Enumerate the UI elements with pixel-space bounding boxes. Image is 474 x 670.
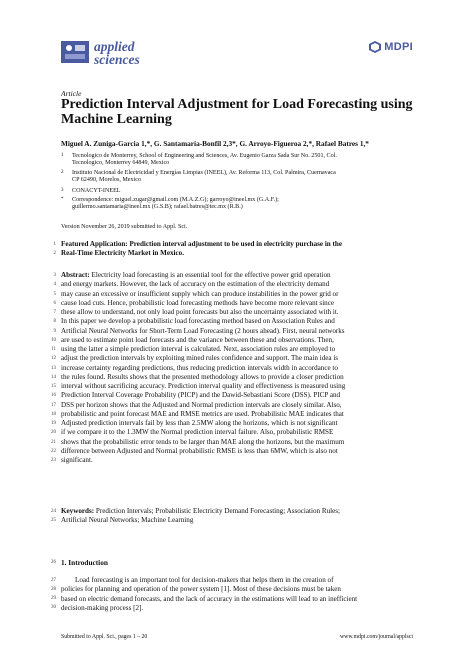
page-footer xyxy=(61,634,413,640)
line-number: 30 xyxy=(51,605,56,610)
line-number: 9 xyxy=(53,328,56,334)
affiliation-line: CP 62490, Morelos, Mexico xyxy=(72,177,142,184)
line-number: 21 xyxy=(51,439,56,445)
abstract-line: the rules found. Results shows that the presented methodology allows to provide a closer prediction xyxy=(61,372,344,381)
line-number: 20 xyxy=(51,430,56,436)
abstract-line: probabilistic and point forecast MAE and RMSE metrics are used. Probabilistic MAE indicates that xyxy=(61,409,344,418)
line-number: 16 xyxy=(51,393,56,399)
intro-line: Load forecasting is an important tool for decision-makers that helps them in the creation of xyxy=(75,576,334,584)
affiliation-line: Tecnologico de Monterrey, School of Engineering and Sciences, Av. Eugenio Garza Sada Sur No. 2501, Col. xyxy=(72,153,337,159)
line-number: 19 xyxy=(51,421,56,426)
affiliation-1 xyxy=(61,153,421,168)
line-number: 12 xyxy=(51,356,56,362)
article-type: Article xyxy=(61,89,82,98)
affiliation-line: Instituto Nacional de Electricidad y Energías Limpias (INEEL), Av. Reforma 113, Col. Palmira, Cuernavaca xyxy=(72,170,336,176)
section-heading-introduction: 1. Introduction xyxy=(61,558,108,567)
abstract-line: Artificial Neural Networks for Short-Term Load Forecasting (2 hours ahead). First, neural networks xyxy=(61,326,345,335)
intro-line: decision-making process [2]. xyxy=(61,603,144,612)
abstract-line: difference between Adjusted and Normal probabilistic RMSE is less than 6MW, which is also not xyxy=(61,446,338,455)
keywords-line: Artificial Neural Networks; Machine Learning xyxy=(61,516,194,525)
affiliation-number: 3 xyxy=(61,188,64,193)
line-number: 23 xyxy=(51,458,56,463)
abstract-line: and energy markets. However, the lack of accuracy on the estimation of the electricity demand xyxy=(61,280,330,289)
abstract-line: significant. xyxy=(61,456,93,464)
line-number: 13 xyxy=(51,365,56,371)
affiliation-line: CONACYT-INEEL xyxy=(72,188,121,194)
line-number: 1 xyxy=(53,242,56,247)
line-number: 28 xyxy=(51,587,56,592)
correspondence-line[interactable]: Correspondence: miguel.zugar@gmail.com (M.A.Z.G); garroyo@ineel.mx (G.A.F.); xyxy=(72,197,279,203)
keywords-line: Prediction Intervals; Probabilistic Electricity Demand Forecasting; Association Rules; xyxy=(95,507,340,515)
line-number: 17 xyxy=(51,402,56,408)
paper-title: Prediction Interval Adjustment for Load Forecasting using Machine Learning xyxy=(61,97,413,127)
author-list: Miguel A. Zuniga-Garcia 1,*, G. Santamaría-Bonfil 2,3*, G. Arroyo-Figueroa 2,*, Rafael Batres 1,* xyxy=(61,139,369,148)
abstract-line: cause load cuts. Hence, probabilistic load forecasting methods have become more relevant since xyxy=(61,298,335,307)
line-number: 7 xyxy=(53,310,56,315)
featured-line: Prediction interval adjustment to be used in electricity purchase in the xyxy=(129,240,342,248)
correspondence xyxy=(61,197,421,212)
introduction-paragraph xyxy=(61,576,413,613)
affiliation-number: * xyxy=(61,197,64,202)
line-number: 4 xyxy=(53,282,56,288)
abstract-line: may cause an excessive or insufficient supply which can produce instabilities in the power grid or xyxy=(61,289,339,298)
keywords-label: Keywords: xyxy=(61,507,95,515)
abstract xyxy=(61,271,413,465)
footer-journal-url[interactable]: www.mdpi.com/journal/applsci xyxy=(339,634,413,640)
journal-name-line1: applied xyxy=(94,39,135,54)
affiliation-3 xyxy=(61,188,421,195)
abstract-line: are used to estimate point load forecasts and the variance between these and observations. Then, xyxy=(61,335,334,344)
intro-line: policies for planning and operation of the power system [1]. Most of these decisions must be taken xyxy=(61,585,341,594)
keywords xyxy=(61,507,413,526)
line-number: 29 xyxy=(51,596,56,601)
publisher-logo[interactable] xyxy=(369,41,413,53)
line-number: 25 xyxy=(51,518,56,523)
line-number: 3 xyxy=(53,273,56,278)
featured-application xyxy=(61,240,413,259)
abstract-line: using the latter a simple prediction interval is calculated. Next, association rules are employed to xyxy=(61,345,336,353)
publisher-mark-icon xyxy=(369,41,381,53)
footer-submission: Submitted to Appl. Sci., pages 1 – 20 xyxy=(61,634,148,640)
abstract-line: Adjusted prediction intervals fail by less than 2.5MW along the horizons, which is not significant xyxy=(61,419,338,427)
abstract-line: interval without sacrificing accuracy. Prediction interval quality and effectiveness is measured using xyxy=(61,382,346,390)
abstract-line: increase certainty regarding predictions, thus reducing prediction intervals width in accordance to xyxy=(61,363,338,372)
line-number: 10 xyxy=(51,337,56,343)
abstract-line: Prediction Interval Coverage Probability (PICP) and the Dawid-Sebastiani Score (DSS). PICP and xyxy=(61,391,341,400)
affiliation-number: 1 xyxy=(61,153,64,158)
line-number: 11 xyxy=(51,347,56,352)
affiliation-2 xyxy=(61,170,421,185)
line-number: 18 xyxy=(51,411,56,417)
publisher-name: MDPI xyxy=(384,41,413,53)
journal-name-line2: sciences xyxy=(94,52,140,67)
line-number: 15 xyxy=(51,384,56,389)
line-number: 27 xyxy=(51,578,56,583)
line-number: 26 xyxy=(51,560,56,565)
featured-line: Real-Time Electricity Market in Mexico. xyxy=(61,249,184,258)
journal-name[interactable] xyxy=(94,40,140,66)
line-number: 2 xyxy=(53,251,56,256)
affiliation-number: 2 xyxy=(61,170,64,175)
line-number: 6 xyxy=(53,300,56,306)
abstract-line: these allow to understand, not only load point forecasts but also the uncertainty associated with it. xyxy=(61,308,339,316)
affiliation-line: Tecnologico, Monterrey 64849, Mexico xyxy=(72,160,170,167)
correspondence-line[interactable]: guillermo.santamaria@ineel.mx (G.S.B); rafael.batres@tec.mx (R.B.) xyxy=(72,204,243,211)
journal-logo-icon xyxy=(61,41,89,63)
version-note: Version November 26, 2019 submitted to Appl. Sci. xyxy=(61,224,188,230)
abstract-line: In this paper we develop a probabilistic load forecasting method based on Association Rules and xyxy=(61,317,335,326)
abstract-label: Abstract: xyxy=(61,271,90,279)
intro-line: based on electric demand forecasts, and the lack of accuracy in the estimations will lead to an inefficient xyxy=(61,594,358,603)
abstract-line: adjust the prediction intervals by exploiting mined rules confidence and support. The main idea is xyxy=(61,354,339,363)
line-number: 22 xyxy=(51,448,56,454)
abstract-line: shows that the probabilistic error tends to be larger than MAE along the horizons, but the maximum xyxy=(61,437,345,446)
abstract-line: if we compare it to the 1.3MW the Normal prediction interval failure. Also, probabilistic RMSE xyxy=(61,428,334,437)
line-number: 14 xyxy=(51,374,56,380)
abstract-line: DSS per horizon shows that the Adjusted and Normal prediction intervals are closely similar. Also, xyxy=(61,400,342,409)
line-number: 24 xyxy=(51,509,56,514)
line-number: 5 xyxy=(53,291,56,297)
abstract-line: Electricity load forecasting is an essential tool for the effective power grid operation xyxy=(91,271,331,279)
line-number: 8 xyxy=(53,319,56,325)
featured-label: Featured Application: xyxy=(61,240,128,248)
